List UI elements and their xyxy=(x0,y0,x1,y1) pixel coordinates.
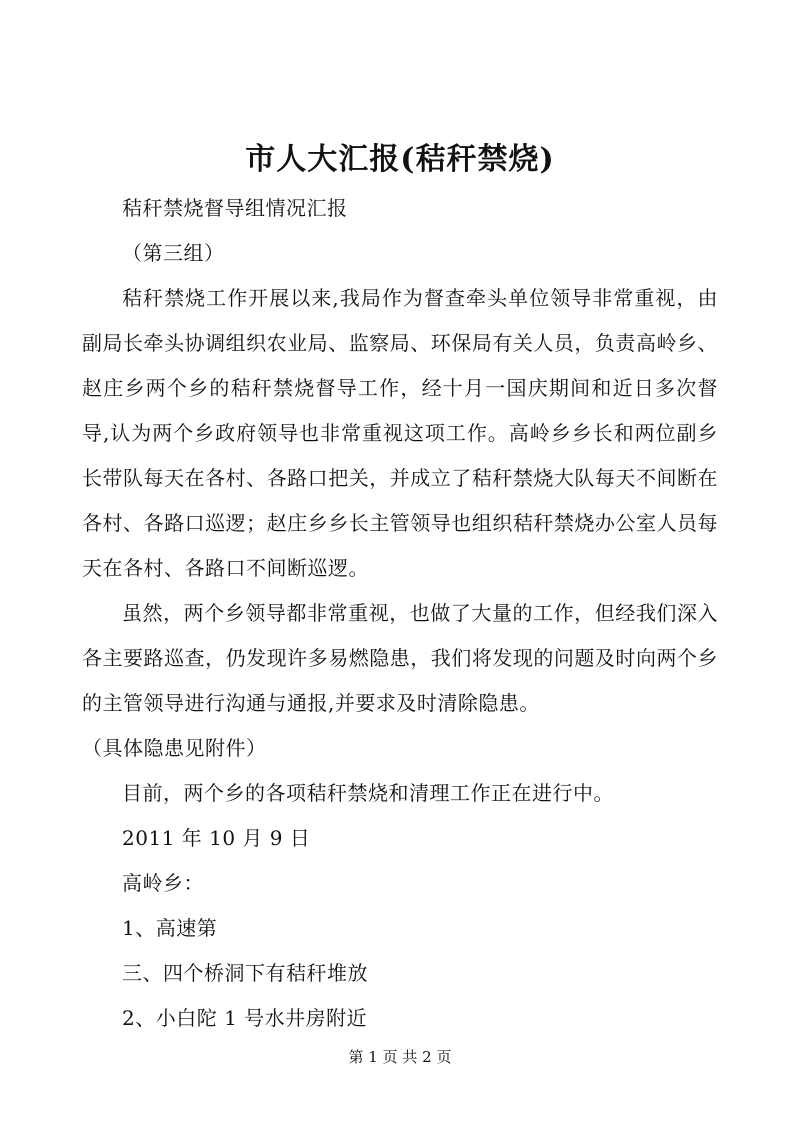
paragraph-work-summary: 秸秆禁烧工作开展以来,我局作为督查牵头单位领导非常重视，由副局长牵头协调组织农业局、监察局、环保局有关人员，负责高岭乡、赵庄乡两个乡的秸秆禁烧督导工作，经十月一国庆期间和近日多次督导,认为两个乡政府领导也非常重视这项工作。高岭乡乡长和两位副乡长带队每天在各村、各路口把关，并成立了秸秆禁烧大队每天不间断在各村、各路口巡逻；赵庄乡乡长主管领导也组织秸秆禁烧办公室人员每天在各村、各路口不间断巡逻。 xyxy=(82,286,718,580)
paragraph-township-heading: 高岭乡： xyxy=(122,871,204,895)
list-item: 三、四个桥洞下有秸秆堆放 xyxy=(122,961,368,985)
paragraph-current-status: 目前，两个乡的各项秸秆禁烧和清理工作正在进行中。 xyxy=(122,781,614,805)
page-footer: 第 1 页 共 2 页 xyxy=(348,1048,452,1066)
paragraph-hazards: 虽然，两个乡领导都非常重视，也做了大量的工作，但经我们深入各主要路巡查，仍发现许多易燃隐患，我们将发现的问题及时向两个乡的主管领导进行沟通与通报,并要求及时清除隐患。 xyxy=(82,601,718,715)
paragraph-subtitle: 秸秆禁烧督导组情况汇报 xyxy=(122,196,348,220)
paragraph-group: （第三组） xyxy=(122,241,225,265)
list-item: 1、高速第 xyxy=(122,916,218,940)
list-item: 2、小白陀 1 号水井房附近 xyxy=(122,1006,368,1030)
document-title: 市人大汇报(秸秆禁烧) xyxy=(245,142,555,177)
paragraph-date: 2011 年 10 月 9 日 xyxy=(122,826,311,850)
document-body xyxy=(82,186,718,1041)
paragraph-attachment-note: （具体隐患见附件） xyxy=(82,736,267,760)
